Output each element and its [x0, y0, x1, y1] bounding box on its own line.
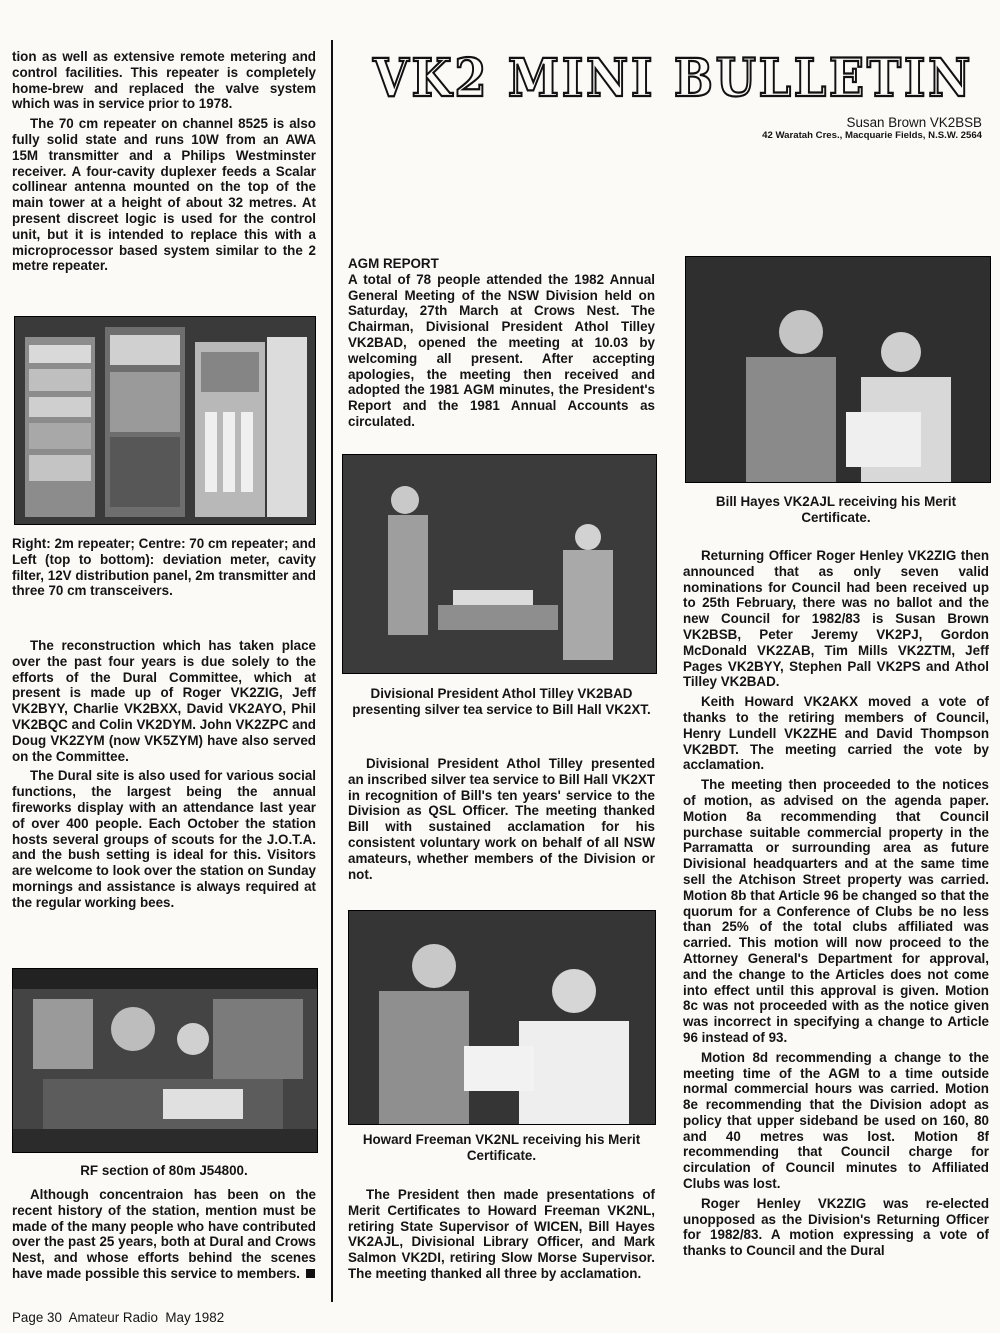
left-paragraph-3: The reconstruction which has taken place over the past four years is due solely to the efforts of the Dural Committee, which at present is made up of Roger VK2ZIG, Jeff VK2BYY, Charlie VK2BXX, David VK2AYO, Phil VK2BQC and Colin VK2DYM. John VK2ZPC and Doug VK2ZYM (now VK5ZYM) have also served on the Committee. [12, 638, 316, 764]
bulletin-banner [366, 50, 981, 106]
right-paragraph-2: Keith Howard VK2AKX moved a vote of thanks to the retiring members of Council, Henry Lundell VK2ZHE and David Thompson VK2BDT. The meeting carried the vote by acclamation. [683, 694, 989, 773]
howard-freeman-caption: Howard Freeman VK2NL receiving his Merit Certificate. [362, 1132, 641, 1163]
tea-service-presentation-photo [342, 454, 657, 674]
repeater-equipment-photo [14, 316, 316, 525]
agm-report-heading: AGM REPORT [348, 256, 439, 271]
right-paragraph-4: Motion 8d recommending a change to the meeting time of the AGM to a time outside normal commercial hours was carried. Motion 8e recommending that the Division adopt as policy that upper sideband be used on 160, 80 and 40 metres was lost. Motion 8f recommending that Council charge for circulation of Council minutes to Affiliated Clubs was lost. [683, 1049, 989, 1192]
left-paragraph-1: tion as well as extensive remote metering and control facilities. This repeater is completely home-brew and replaced the valve system which was in service prior to 1978. [12, 49, 316, 112]
right-paragraph-1: Returning Officer Roger Henley VK2ZIG then announced that as only seven valid nominations for Council had been received up to 25th February, there was no ballot and the new Council for 1982/83 is Susan Brown VK2BSB, Peter Jeremy VK2PJ, Gordon McDonald VK2ZAB, Tim Mills VK2ZTM, Jeff Pages VK2BYY, Stephen Pall VK2PS and Athol Tilley VK2BAD. [683, 548, 989, 690]
banner-title: VK2 MINI BULLETIN [372, 50, 974, 106]
bill-hayes-caption: Bill Hayes VK2AJL receiving his Merit Certificate. [715, 494, 957, 525]
repeater-photo-caption: Right: 2m repeater; Centre: 70 cm repeater; and Left (top to bottom): deviation meter, cavity filter, 12V distribution panel, 2m transmitter and three 70 cm transceivers. [12, 536, 316, 599]
end-of-article-mark [306, 1269, 315, 1278]
rf-section-photo [12, 968, 318, 1153]
right-paragraph-3: The meeting then proceeded to the notices of motion, as advised on the agenda paper. Motion 8a recommending that Council purchase suitable commercial property in the Parramatta or surrounding area as future Divisional headquarters and at the same time sell the Atchison Street property was carried. Motion 8b that Article 96 be changed so that the quorum for a Conference of Clubs be no less than 25% of the total clubs affiliated was carried. This motion will now proceed to the Attorney General's Department for approval, and the change to the Articles does not come into effect until this approval is given. Motion 8c was not proceeded with as the notice given was incorrect in specifying a change to Article 96 instead of 93. [683, 777, 989, 1045]
author-name: Susan Brown VK2BSB [846, 115, 982, 130]
middle-paragraph-1: A total of 78 people attended the 1982 Annual General Meeting of the NSW Division held on Saturday, 27th March at Crows Nest. The Chairman, Divisional President Athol Tilley VK2BAD, opened the meeting at 10.03 by welcoming all present. After accepting apologies, the meeting then received and adopted the 1981 AGM minutes, the President's Report and the 1981 Annual Accounts as circulated. [348, 271, 655, 429]
byline [762, 115, 982, 141]
column-divider [331, 40, 333, 1302]
middle-paragraph-2: Divisional President Athol Tilley presented an inscribed silver tea service to Bill Hall VK2XT in recognition of Bill's ten years' service to the Division as QSL Officer. The meeting thanked Bill with sustained acclamation for his consistent voluntary work on behalf of all NSW amateurs, whether members of the Division or not. [348, 756, 655, 882]
author-address: 42 Waratah Cres., Macquarie Fields, N.S.W. 2564 [762, 130, 982, 141]
left-paragraph-4: The Dural site is also used for various social functions, the largest being the annual fireworks display with an attendance last year of over 400 people. Each October the station hosts several groups of scouts for the J.O.T.A. and the bush setting is ideal for this. Visitors are welcome to look over the station on Sunday mornings and assistance is always required at the regular working bees. [12, 768, 316, 910]
left-paragraph-5 [12, 1187, 316, 1282]
bill-hayes-certificate-photo [685, 256, 991, 483]
tea-service-caption: Divisional President Athol Tilley VK2BAD presenting silver tea service to Bill Hall VK2XT. [352, 686, 651, 717]
left-paragraph-2: The 70 cm repeater on channel 8525 is also fully solid state and runs 10W from an AWA 15M transmitter and a Philips Westminster receiver. A four-cavity duplexer feeds a Scalar collinear antenna mounted on the top of the main tower at a height of about 32 metres. At present discreet logic is used for the control unit, but it is intended to replace this with a microprocessor based system similar to the 2 metre repeater. [12, 116, 316, 274]
middle-paragraph-3: The President then made presentations of Merit Certificates to Howard Freeman VK2NL, retiring State Supervisor of WICEN, Bill Hayes VK2AJL, Divisional Library Officer, and Mark Salmon VK2DI, retiring Slow Morse Supervisor. The meeting thanked all three by acclamation. [348, 1187, 655, 1281]
page-footer: Page 30 Amateur Radio May 1982 [12, 1310, 225, 1325]
howard-freeman-certificate-photo [348, 910, 656, 1125]
right-paragraph-5: Roger Henley VK2ZIG was re-elected unopposed as the Division's Returning Officer for 1982/83. A motion expressing a vote of thanks to Council and the Dural [683, 1195, 989, 1259]
left-paragraph-5-text: Although concentraion has been on the recent history of the station, mention must be made of the many people who have contributed over the past 25 years, both at Dural and Crows Nest, and whose efforts behind the scenes have made possible this service to members. [12, 1187, 316, 1281]
rf-photo-caption: RF section of 80m J54800. [80, 1163, 248, 1178]
